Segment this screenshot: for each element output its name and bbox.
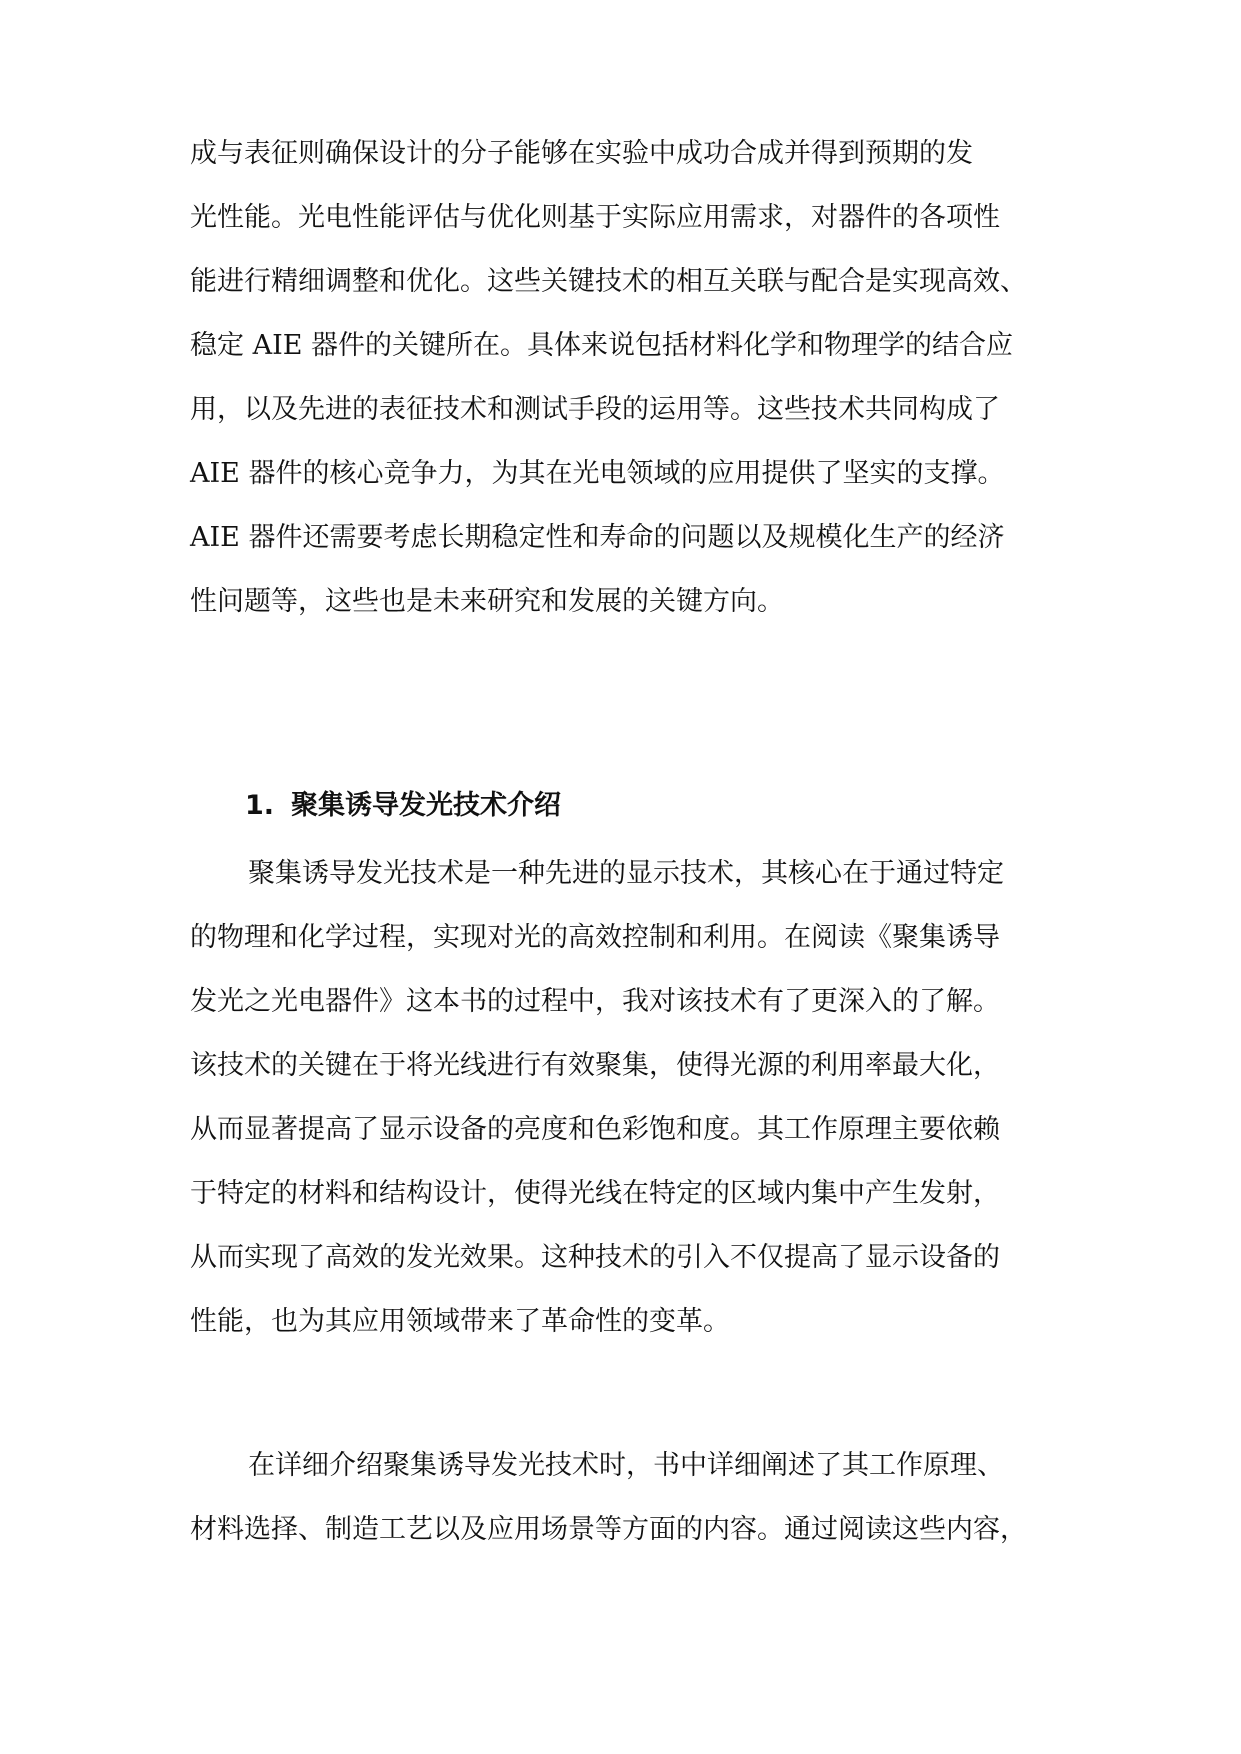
section-heading xyxy=(245,774,561,838)
paragraph-line: 光性能。光电性能评估与优化则基于实际应用需求，对器件的各项性 xyxy=(190,202,1000,233)
paragraph-line: AIE 器件还需要考虑长期稳定性和寿命的问题以及规模化生产的经济 xyxy=(190,522,1005,553)
paragraph-1 xyxy=(190,122,1090,634)
paragraph-line: 的物理和化学过程，实现对光的高效控制和利用。在阅读《聚集诱导 xyxy=(190,922,1000,953)
section-title: 聚集诱导发光技术介绍 xyxy=(291,790,561,821)
paragraph-line: 于特定的材料和结构设计，使得光线在特定的区域内集中产生发射， xyxy=(190,1178,1000,1209)
paragraph-line: 从而显著提高了显示设备的亮度和色彩饱和度。其工作原理主要依赖 xyxy=(190,1114,1000,1145)
paragraph-2 xyxy=(190,842,1090,1354)
paragraph-line: 性问题等，这些也是未来研究和发展的关键方向。 xyxy=(190,586,784,617)
paragraph-line: AIE 器件的核心竞争力，为其在光电领域的应用提供了坚实的支撑。 xyxy=(190,458,1005,489)
paragraph-3 xyxy=(190,1434,1090,1562)
paragraph-line: 聚集诱导发光技术是一种先进的显示技术，其核心在于通过特定 xyxy=(248,858,1004,889)
section-number: 1. xyxy=(245,790,275,821)
paragraph-line: 从而实现了高效的发光效果。这种技术的引入不仅提高了显示设备的 xyxy=(190,1242,1000,1273)
paragraph-line: 发光之光电器件》这本书的过程中，我对该技术有了更深入的了解。 xyxy=(190,986,1000,1017)
paragraph-line: 能进行精细调整和优化。这些关键技术的相互关联与配合是实现高效、 xyxy=(190,266,1027,297)
paragraph-line: 性能，也为其应用领域带来了革命性的变革。 xyxy=(190,1306,730,1337)
paragraph-line: 材料选择、制造工艺以及应用场景等方面的内容。通过阅读这些内容， xyxy=(190,1514,1027,1545)
paragraph-line: 该技术的关键在于将光线进行有效聚集，使得光源的利用率最大化， xyxy=(190,1050,1000,1081)
paragraph-line: 成与表征则确保设计的分子能够在实验中成功合成并得到预期的发 xyxy=(190,138,973,169)
paragraph-line: 在详细介绍聚集诱导发光技术时，书中详细阐述了其工作原理、 xyxy=(248,1450,1004,1481)
paragraph-line: 稳定 AIE 器件的关键所在。具体来说包括材料化学和物理学的结合应 xyxy=(190,330,1014,361)
paragraph-line: 用，以及先进的表征技术和测试手段的运用等。这些技术共同构成了 xyxy=(190,394,1000,425)
